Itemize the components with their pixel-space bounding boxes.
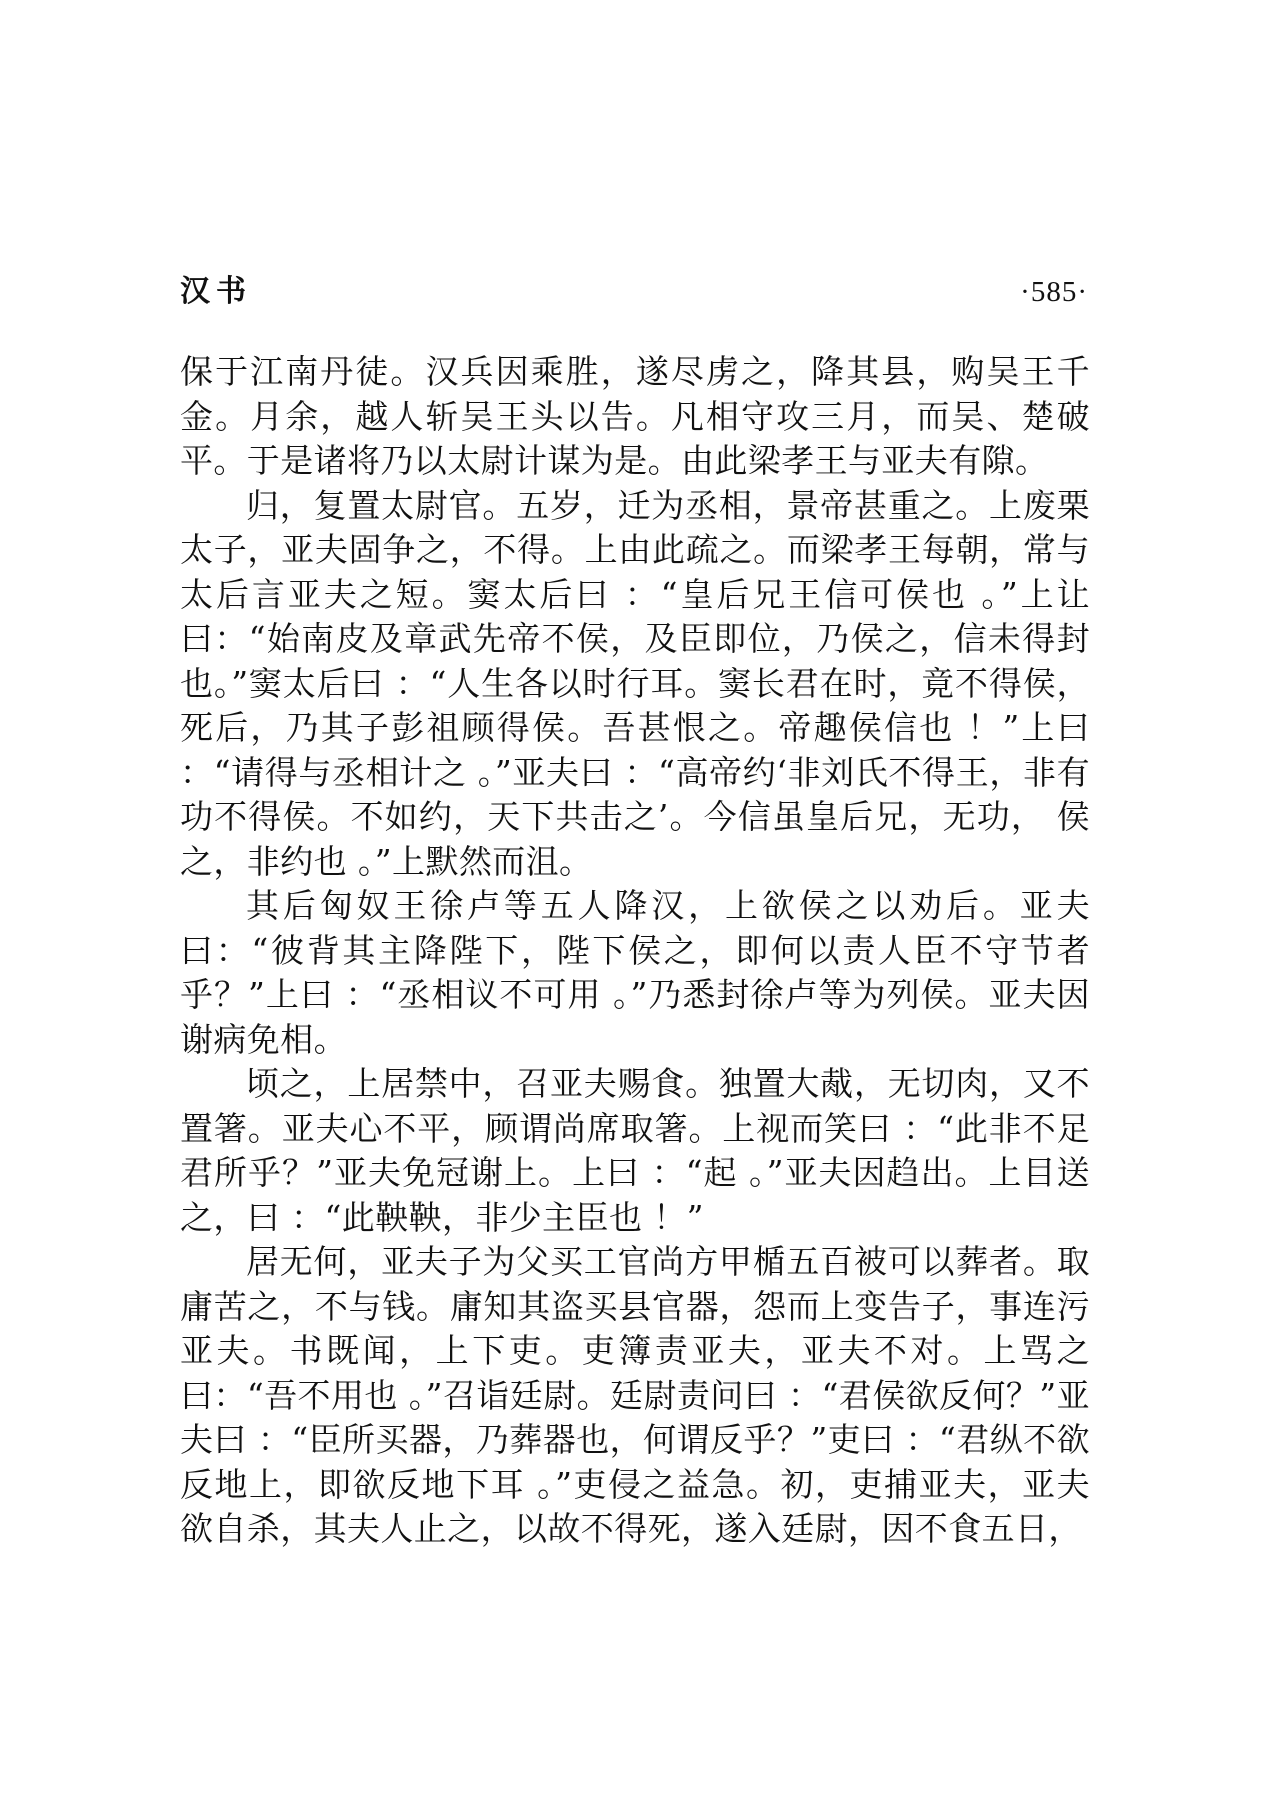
paragraph-1: 保于江南丹徒。汉兵因乘胜，遂尽虏之，降其县，购吴王千金。月余，越人斩吴王头以告。凡相守攻三月，而吴、楚破平。于是诸将乃以太尉计谋为是。由此梁孝王与亚夫有隙。 xyxy=(180,352,1090,480)
paragraph-2: 归，复置太尉官。五岁，迁为丞相，景帝甚重之。上废栗太子，亚夫固争之，不得。上由此疏之。而梁孝王每朝，常与太后言亚夫之短。窦太后曰 ：“皇后兄王信可侯也 。”上让曰：“始南皮及章武先帝不侯，及臣即位，乃侯之，信未得封也。”窦太后曰 ：“人生各以时行耳。窦长君在时，竟不得侯，死后，乃其子彭祖顾得侯。吾甚恨之。帝趣侯信也 ！”上曰 ：“请得与丞相计之 。”亚夫曰 ：“高帝约‘非刘氏不得王，非有功不得侯。不如约，天下共击之’。今信虽皇后兄，无功， 侯之，非约也 。”上默然而沮。 xyxy=(180,485,1090,881)
page-header xyxy=(180,270,1088,314)
book-title: 汉书 xyxy=(180,274,252,309)
page-number: ·585· xyxy=(1020,276,1088,308)
paragraph-5: 居无何，亚夫子为父买工官尚方甲楯五百被可以葬者。取庸苦之，不与钱。庸知其盗买县官器，怨而上变告子，事连污亚夫。书既闻，上下吏。吏簿责亚夫，亚夫不对。上骂之曰：“吾不用也 。”召诣廷尉。廷尉责问曰 ：“君侯欲反何？”亚夫曰 ：“臣所买器，乃葬器也，何谓反乎？”吏曰 ：“君纵不欲反地上，即欲反地下耳 。”吏侵之益急。初，吏捕亚夫，亚夫欲自杀，其夫人止之，以故不得死，遂入廷尉，因不食五日， xyxy=(180,1242,1090,1548)
body-text xyxy=(180,350,1090,1552)
paragraph-3: 其后匈奴王徐卢等五人降汉，上欲侯之以劝后。亚夫曰：“彼背其主降陛下，陛下侯之，即何以责人臣不守节者乎？”上曰 ：“丞相议不可用 。”乃悉封徐卢等为列侯。亚夫因谢病免相。 xyxy=(180,886,1090,1059)
paragraph-4: 顷之，上居禁中，召亚夫赐食。独置大胾，无切肉，又不置箸。亚夫心不平，顾谓尚席取箸。上视而笑曰 ：“此非不足君所乎？”亚夫免冠谢上。上曰 ：“起 。”亚夫因趋出。上目送之，曰 ：“此鞅鞅，非少主臣也 ！” xyxy=(180,1064,1090,1237)
